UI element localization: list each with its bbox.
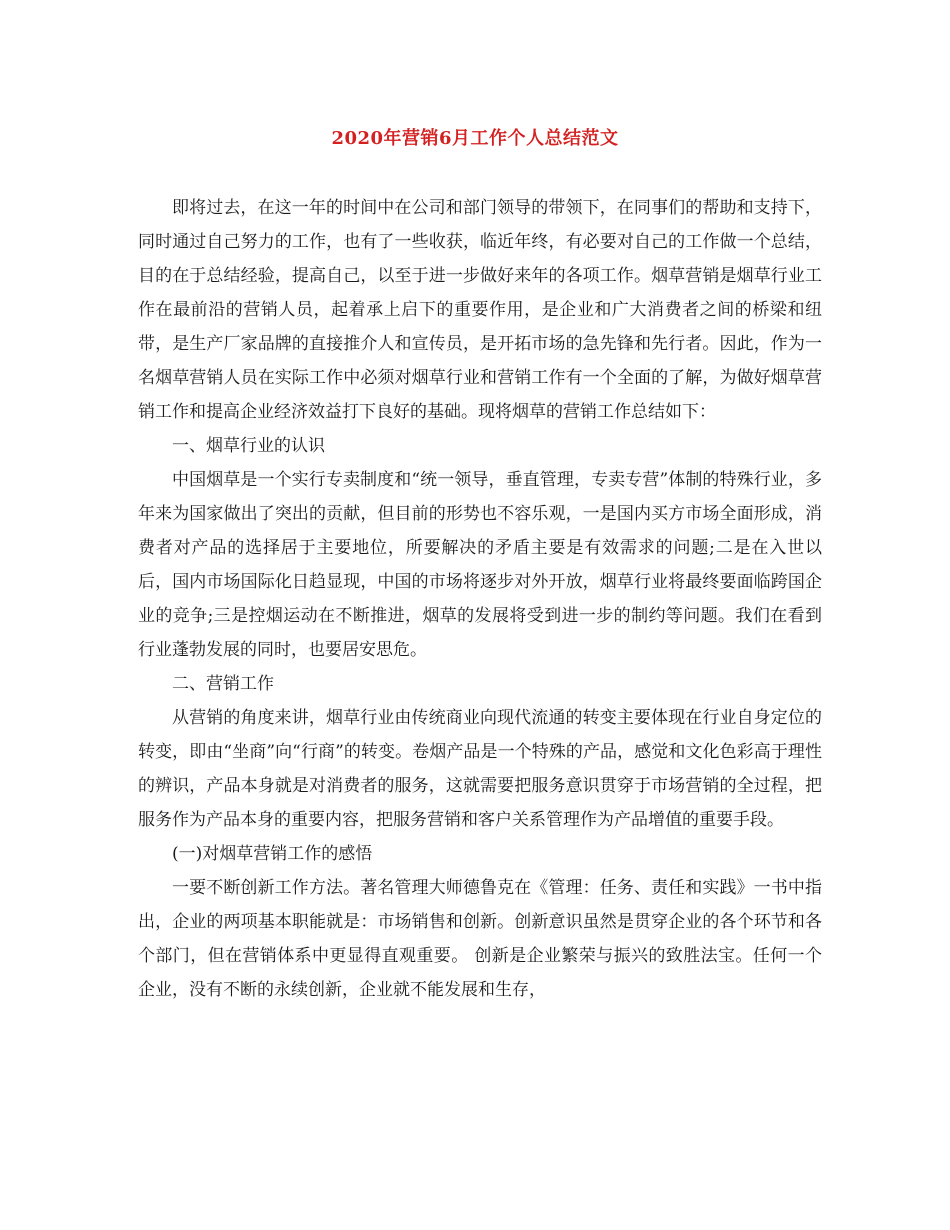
document-body <box>138 191 822 1007</box>
section-heading-marketing: 二、营销工作 <box>172 674 274 694</box>
section-heading-industry: 一、烟草行业的认识 <box>172 436 325 456</box>
subsection-heading-insights: (一)对烟草营销工作的感悟 <box>172 844 373 864</box>
industry-paragraph: 中国烟草是一个实行专卖制度和“统一领导，垂直管理，专卖专营”体制的特殊行业，多年来为国家做出了突出的贡献，但目前的形势也不容乐观，一是国内买方市场全面形成，消费者对产品的选择居于主要地位，所要解决的矛盾主要是有效需求的问题;二是在入世以后，国内市场国际化日趋显现，中国的市场将逐步对外开放，烟草行业将最终要面临跨国企业的竞争;三是控烟运动在不断推进，烟草的发展将受到进一步的制约等问题。我们在看到行业蓬勃发展的同时，也要居安思危。 <box>138 470 822 660</box>
document-title: 2020年营销6月工作个人总结范文 <box>331 128 619 149</box>
marketing-paragraph: 从营销的角度来讲，烟草行业由传统商业向现代流通的转变主要体现在行业自身定位的转变，即由“坐商”向“行商”的转变。卷烟产品是一个特殊的产品，感觉和文化色彩高于理性的辨识，产品本身就是对消费者的服务，这就需要把服务意识贯穿于市场营销的全过程，把服务作为产品本身的重要内容，把服务营销和客户关系管理作为产品增值的重要手段。 <box>138 708 822 830</box>
intro-paragraph: 即将过去，在这一年的时间中在公司和部门领导的带领下，在同事们的帮助和支持下，同时通过自己努力的工作，也有了一些收获，临近年终，有必要对自己的工作做一个总结，目的在于总结经验，提高自己，以至于进一步做好来年的各项工作。烟草营销是烟草行业工作在最前沿的营销人员，起着承上启下的重要作用，是企业和广大消费者之间的桥梁和纽带，是生产厂家品牌的直接推介人和宣传员，是开拓市场的急先锋和先行者。因此，作为一名烟草营销人员在实际工作中必须对烟草行业和营销工作有一个全面的了解，为做好烟草营销工作和提高企业经济效益打下良好的基础。现将烟草的营销工作总结如下： <box>138 198 822 422</box>
innovation-paragraph: 一要不断创新工作方法。著名管理大师德鲁克在《管理：任务、责任和实践》一书中指出，企业的两项基本职能就是：市场销售和创新。创新意识虽然是贯穿企业的各个环节和各个部门，但在营销体系中更显得直观重要。 创新是企业繁荣与振兴的致胜法宝。任何一个企业，没有不断的永续创新，企业就不能发展和生存， <box>138 878 822 1000</box>
